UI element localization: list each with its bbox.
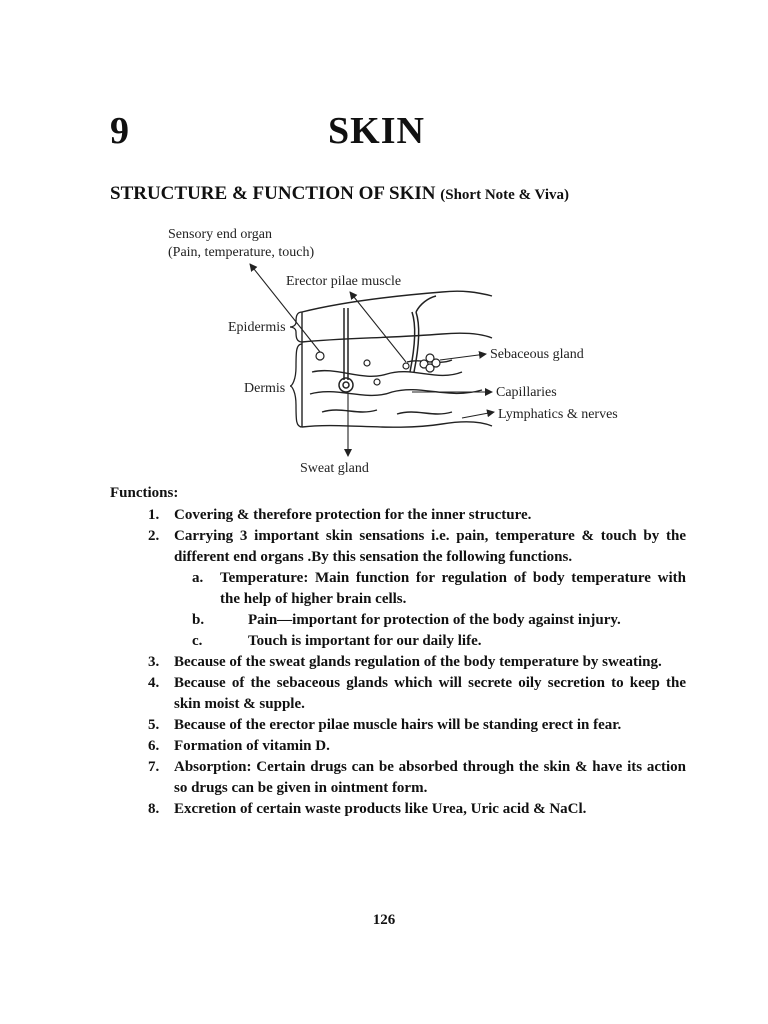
dermis-texture-1	[322, 410, 377, 412]
label-sensory-end-organ: Sensory end organ	[168, 227, 272, 242]
skin-layers	[302, 291, 492, 427]
dermis-wave-line-1	[312, 371, 462, 377]
function-number: 2.	[148, 528, 160, 544]
sub-item-a	[174, 568, 686, 610]
chapter-number: 9	[110, 110, 129, 152]
hair-shaft-right	[410, 312, 415, 372]
page-number: 126	[372, 912, 396, 928]
sebaceous-arrow	[440, 354, 486, 360]
hair-tip-right	[416, 296, 436, 312]
label-epidermis: Epidermis	[228, 320, 286, 335]
function-item-8	[110, 799, 686, 820]
lymphatics-arrow	[462, 412, 494, 418]
function-number: 6.	[148, 738, 160, 754]
function-text: Formation of vitamin D.	[174, 738, 330, 754]
function-number: 5.	[148, 717, 160, 733]
function-number: 7.	[148, 759, 160, 775]
function-text: Carrying 3 important skin sensations i.e. pain, temperature & touch by the different end organs .By this sensation the following functions.	[174, 528, 686, 565]
section-heading-note: (Short Note & Viva)	[440, 187, 569, 203]
functions-heading: Functions:	[110, 485, 179, 501]
function-text: Covering & therefore protection for the inner structure.	[174, 507, 532, 523]
sebaceous-gland-shape	[420, 354, 440, 372]
label-lymphatics-nerves: Lymphatics & nerves	[498, 407, 618, 422]
section-heading	[110, 183, 569, 205]
label-capillaries: Capillaries	[496, 385, 557, 400]
function-text: Excretion of certain waste products like Urea, Uric acid & NaCl.	[174, 801, 587, 817]
dermis-brace	[290, 344, 302, 427]
function-item-1	[110, 505, 686, 526]
functions-list	[110, 505, 686, 820]
function-item-3	[110, 652, 686, 673]
dermis-base-line	[302, 422, 492, 427]
function-number: 3.	[148, 654, 160, 670]
label-dermis: Dermis	[244, 381, 286, 396]
function-text: Because of the sweat glands regulation of the body temperature by sweating.	[174, 654, 662, 670]
label-sebaceous-gland: Sebaceous gland	[490, 347, 584, 362]
erector-arrow	[350, 292, 406, 362]
sub-item-b	[174, 610, 686, 631]
sub-item-text: Pain—important for protection of the body against injury.	[248, 612, 621, 628]
dermis-texture-2	[397, 412, 452, 414]
function-number: 8.	[148, 801, 160, 817]
function-text: Because of the sebaceous glands which will secrete oily secretion to keep the skin moist & supple.	[174, 675, 686, 712]
layer-braces	[290, 312, 302, 427]
sub-item-letter: a.	[192, 570, 204, 586]
hair-bulb	[339, 378, 353, 392]
sensory-end-organ-shape	[316, 352, 324, 360]
chapter-title: SKIN	[328, 110, 425, 152]
skin-diagram-svg	[162, 222, 632, 480]
function-text: Absorption: Certain drugs can be absorbed through the skin & have its action so drugs can be given in ointment form.	[174, 759, 686, 796]
function-item-6	[110, 736, 686, 757]
label-sensory-detail: (Pain, temperature, touch)	[168, 245, 315, 260]
skin-surface-line	[302, 291, 492, 312]
function-item-2	[110, 526, 686, 652]
function-number: 1.	[148, 507, 160, 523]
hair-bulb-core	[343, 382, 349, 388]
function-item-5	[110, 715, 686, 736]
skin-structure-diagram	[162, 222, 632, 480]
label-erector-pilae: Erector pilae muscle	[286, 274, 402, 289]
end-organs	[316, 352, 409, 385]
function-number: 4.	[148, 675, 160, 691]
label-sweat-gland: Sweat gland	[300, 461, 369, 476]
sub-item-text: Temperature: Main function for regulation of body temperature with the help of higher brain cells.	[220, 570, 686, 607]
function-item-7	[110, 757, 686, 799]
epidermis-base-line	[302, 333, 492, 342]
sub-item-c	[174, 631, 686, 652]
function-text: Because of the erector pilae muscle hairs will be standing erect in fear.	[174, 717, 622, 733]
hair-follicles	[339, 296, 436, 392]
sensation-sub-list	[174, 568, 686, 652]
function-item-4	[110, 673, 686, 715]
sub-item-text: Touch is important for our daily life.	[248, 633, 482, 649]
section-heading-text: STRUCTURE & FUNCTION OF SKIN	[110, 183, 436, 204]
sub-item-letter: b.	[192, 612, 205, 628]
sub-item-letter: c.	[192, 633, 203, 649]
